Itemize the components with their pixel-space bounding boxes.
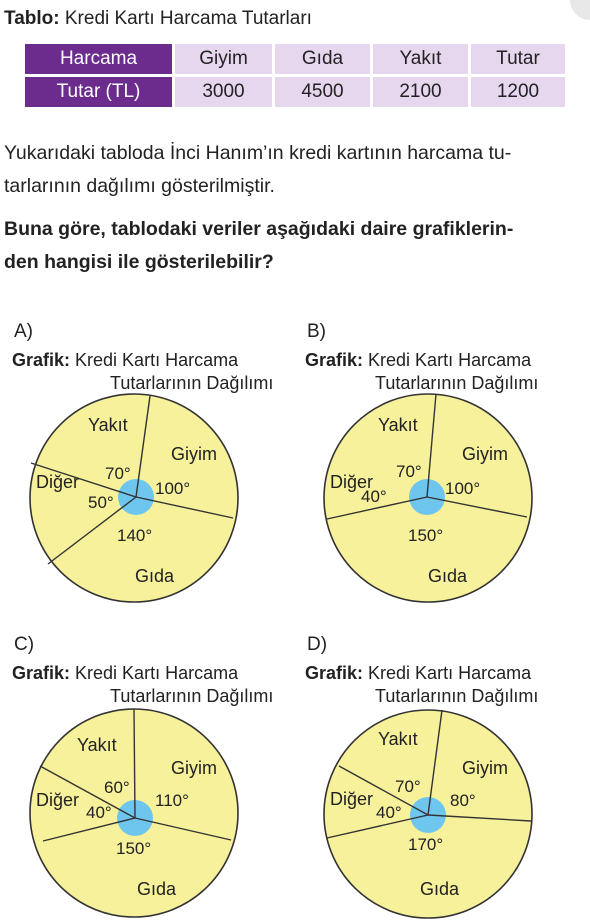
option-d-angle-diger: 40° bbox=[376, 803, 402, 822]
value-yakit: 2100 bbox=[373, 77, 468, 107]
option-a-label-giyim: Giyim bbox=[171, 444, 217, 464]
option-c-label-yakit: Yakıt bbox=[77, 735, 117, 755]
option-a-title-line1: Kredi Kartı Harcama bbox=[70, 350, 239, 370]
option-a-title-line2: Tutarlarının Dağılımı bbox=[110, 373, 274, 393]
option-c-label-diger: Diğer bbox=[36, 790, 80, 810]
header-cell-tutar-tl: Tutar (TL) bbox=[25, 77, 172, 107]
option-a-label-gida: Gıda bbox=[135, 566, 175, 586]
column-tutar: Tutar bbox=[471, 44, 565, 74]
option-a-label-diger: Diğer bbox=[36, 472, 80, 492]
option-d-title-prefix: Grafik: bbox=[305, 663, 364, 683]
option-d-label-gida: Gıda bbox=[420, 879, 460, 899]
table-title-prefix: Tablo: bbox=[4, 8, 60, 29]
option-c-title-prefix: Grafik: bbox=[12, 663, 71, 683]
option-d-label-giyim: Giyim bbox=[462, 758, 508, 778]
option-b-angle-yakit: 70° bbox=[396, 462, 422, 481]
option-d-angle-gida: 170° bbox=[408, 835, 444, 854]
option-b-angle-diger: 40° bbox=[361, 487, 387, 506]
option-c-angle-giyim: 110° bbox=[155, 791, 189, 810]
option-b-title-line2: Tutarlarının Dağılımı bbox=[375, 373, 539, 393]
option-b-label-yakit: Yakıt bbox=[378, 415, 418, 435]
option-b-letter[interactable]: B) bbox=[307, 321, 326, 342]
column-gida: Gıda bbox=[275, 44, 370, 74]
option-b-title-prefix: Grafik: bbox=[305, 350, 364, 370]
option-a-label-yakit: Yakıt bbox=[88, 415, 128, 435]
column-giyim: Giyim bbox=[175, 44, 272, 74]
option-d-angle-giyim: 80° bbox=[450, 791, 476, 810]
option-a-angle-giyim: 100° bbox=[155, 479, 191, 498]
option-a-title-prefix: Grafik: bbox=[12, 350, 71, 370]
option-d-angle-yakit: 70° bbox=[395, 777, 421, 796]
option-d-title-line2: Tutarlarının Dağılımı bbox=[375, 686, 539, 706]
option-d-title-line1: Kredi Kartı Harcama bbox=[363, 663, 532, 683]
option-c-letter[interactable]: C) bbox=[14, 634, 35, 655]
option-d-label-yakit: Yakıt bbox=[378, 729, 418, 749]
option-c-title-line2: Tutarlarının Dağılımı bbox=[110, 686, 274, 706]
option-b-label-gida: Gıda bbox=[428, 566, 468, 586]
option-a-angle-diger: 50° bbox=[88, 493, 114, 512]
option-b-angle-giyim: 100° bbox=[445, 479, 481, 498]
option-a-letter[interactable]: A) bbox=[14, 321, 33, 342]
option-b-angle-gida: 150° bbox=[408, 526, 444, 545]
option-d-letter[interactable]: D) bbox=[307, 634, 328, 655]
table-title-text: Kredi Kartı Harcama Tutarları bbox=[59, 8, 312, 29]
description-line-1: Yukarıdaki tabloda İnci Hanım’ın kredi kartının harcama tu- bbox=[4, 142, 512, 164]
option-a-angle-yakit: 70° bbox=[105, 464, 131, 483]
value-gida: 4500 bbox=[275, 77, 370, 107]
value-tutar: 1200 bbox=[471, 77, 565, 107]
header-cell-harcama: Harcama bbox=[25, 44, 172, 74]
question-line-2: den hangisi ile gösterilebilir? bbox=[4, 251, 274, 273]
option-d-label-diger: Diğer bbox=[330, 789, 374, 809]
option-c-title-line1: Kredi Kartı Harcama bbox=[70, 663, 239, 683]
question-line-1: Buna göre, tablodaki veriler aşağıdaki daire grafiklerin- bbox=[4, 218, 514, 240]
option-b-title-line1: Kredi Kartı Harcama bbox=[363, 350, 532, 370]
option-b-label-diger: Diğer bbox=[330, 472, 374, 492]
option-c-label-gida: Gıda bbox=[137, 879, 177, 899]
description-line-2: tarlarının dağılımı gösterilmiştir. bbox=[4, 175, 275, 197]
value-giyim: 3000 bbox=[175, 77, 272, 107]
option-b-label-giyim: Giyim bbox=[462, 444, 508, 464]
option-c-label-giyim: Giyim bbox=[171, 758, 217, 778]
option-c-angle-yakit: 60° bbox=[104, 778, 130, 797]
column-yakit: Yakıt bbox=[373, 44, 468, 74]
option-c-angle-gida: 150° bbox=[116, 839, 152, 858]
option-c-angle-diger: 40° bbox=[86, 803, 112, 822]
option-a-angle-gida: 140° bbox=[117, 526, 153, 545]
